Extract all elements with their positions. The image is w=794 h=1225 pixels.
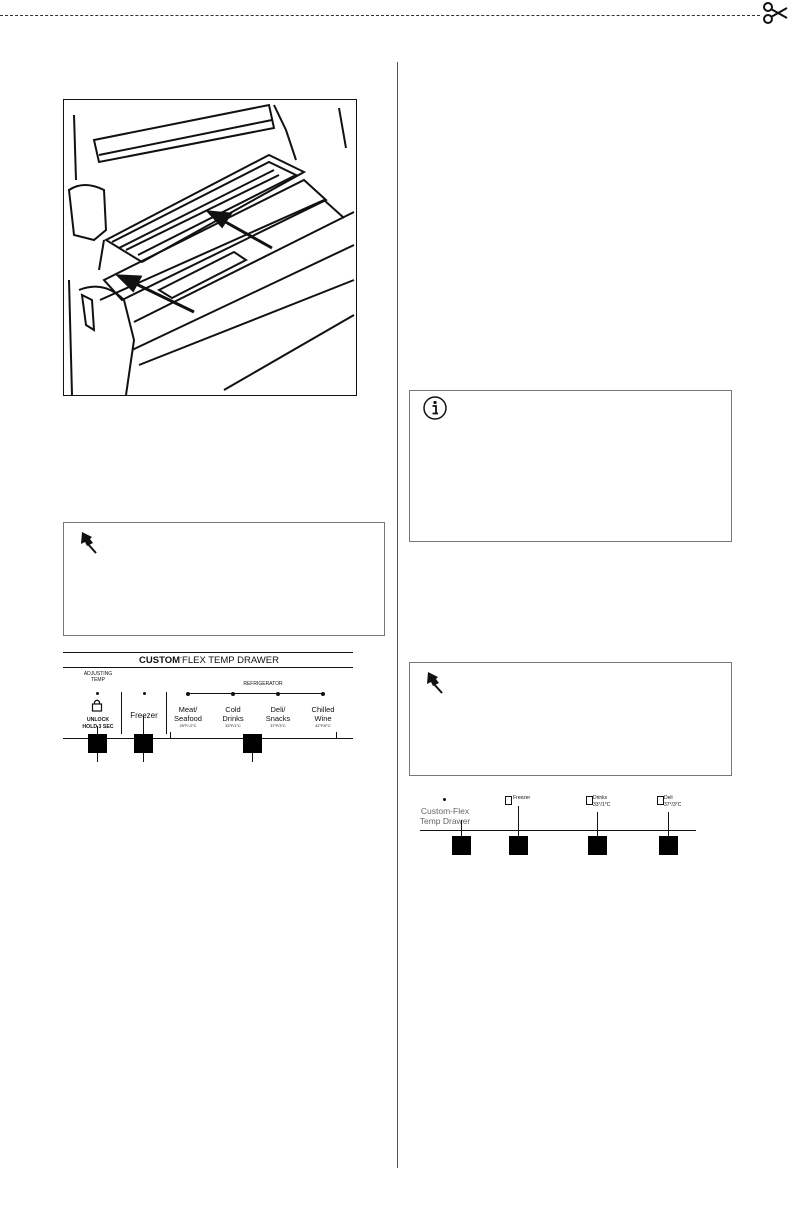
freezer-icon (505, 796, 512, 805)
refrigerator-range-line (188, 693, 323, 694)
mode-line1: Meat/ (178, 705, 198, 714)
panel-title-brand: CUSTOM (139, 655, 181, 667)
adjusting-temp-label (75, 671, 121, 683)
mode-line1: Cold (225, 705, 241, 714)
mode-temp: 33°F/1°C (225, 724, 241, 728)
mode-chilled-wine-button[interactable] (302, 705, 344, 729)
brand-line1: Custom-Flex (420, 806, 470, 816)
callout-marker-1 (88, 734, 107, 753)
freezer-option[interactable]: Freezer (513, 795, 531, 801)
panel-title-mark: - (180, 655, 183, 661)
important-note-box (63, 522, 385, 636)
panel-separator-1 (121, 692, 122, 734)
pushpin-icon (78, 529, 100, 555)
brand-indicator-dot (443, 798, 446, 801)
mode-line2: Snacks (265, 714, 291, 723)
callout-marker-b (509, 836, 528, 855)
deli-label: Deli (664, 795, 673, 801)
mode-line1: Deli/ (270, 705, 286, 714)
custom-flex-control-panel (63, 652, 355, 762)
mode-dot-2 (231, 692, 235, 696)
info-icon (422, 395, 448, 421)
panel-title (63, 655, 355, 666)
mode-cold-drinks-button[interactable] (212, 705, 254, 729)
deli-option[interactable] (664, 795, 681, 809)
drinks-temp: 33°/1°C (593, 802, 611, 808)
callout-marker-a (452, 836, 471, 855)
important-note-box-2 (409, 662, 732, 776)
unlock-button[interactable] (75, 717, 121, 731)
custom-flex-brand-button[interactable] (408, 806, 482, 826)
freezer-button[interactable]: Freezer (130, 711, 158, 720)
drinks-label: Drinks (593, 795, 608, 801)
panel-title-text: FLEX TEMP DRAWER (182, 655, 279, 667)
unlock-label: UNLOCK (86, 717, 110, 723)
deli-temp: 37°/3°C (664, 802, 682, 808)
panel-title-rule (63, 667, 353, 668)
leader-line-b (518, 806, 519, 840)
hold-label: HOLD 3 SEC (82, 724, 114, 730)
lock-icon[interactable] (91, 698, 103, 712)
callout-marker-3 (243, 734, 262, 753)
pushpin-icon (424, 669, 446, 695)
brand-line2: Temp Drawer (419, 816, 471, 826)
adjusting-label: ADJUSTING (83, 671, 113, 677)
mode-deli-snacks-button[interactable] (257, 705, 299, 729)
callout-marker-c (588, 836, 607, 855)
mode-meat-seafood-button[interactable] (167, 705, 209, 729)
mode-temp: 29°F/-2°C (179, 724, 197, 728)
scissors-icon (762, 2, 788, 24)
mode-line2: Seafood (174, 714, 202, 723)
temp-label: TEMP (91, 677, 105, 683)
unlock-indicator-dot (96, 692, 99, 695)
callout-marker-d (659, 836, 678, 855)
mode-dot-4 (321, 692, 325, 696)
drawer-illustration (63, 99, 357, 396)
callout-marker-2 (134, 734, 153, 753)
cut-line (0, 15, 760, 16)
deli-icon (657, 796, 664, 805)
mode-line1: Chilled (311, 705, 335, 714)
mode-dot-1 (186, 692, 190, 696)
custom-flex-panel-2 (408, 790, 700, 858)
mode-dot-3 (276, 692, 280, 696)
refrigerator-label: REFRIGERATOR (243, 681, 283, 687)
info-note-box (409, 390, 732, 542)
mode-line2: Wine (314, 714, 332, 723)
drinks-option[interactable] (593, 795, 610, 809)
drinks-icon (586, 796, 593, 805)
panel-top-rule (63, 652, 353, 653)
mode-temp: 42°F/6°C (315, 724, 331, 728)
freezer-indicator-dot (143, 692, 146, 695)
mode-line2: Drinks (222, 714, 244, 723)
drawer-drawing (64, 100, 356, 395)
column-divider (397, 62, 398, 1168)
mode-temp: 37°F/3°C (270, 724, 286, 728)
